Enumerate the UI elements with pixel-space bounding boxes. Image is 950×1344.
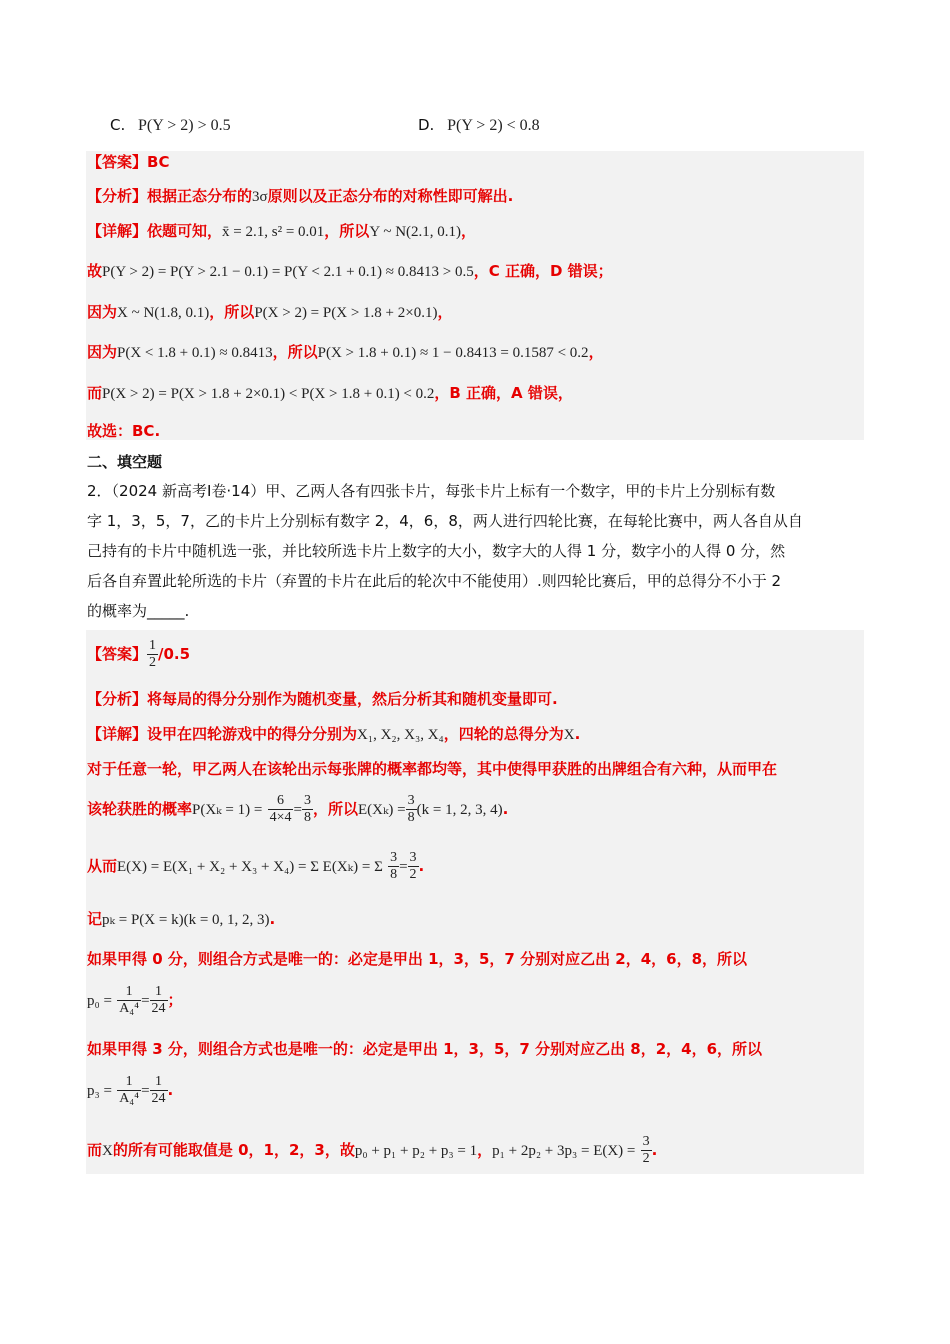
math: = (399, 859, 408, 875)
q2-detail-line-1 (87, 723, 580, 746)
text: ，所以 (272, 343, 318, 361)
text: 故 (87, 262, 103, 280)
text: . (269, 910, 276, 928)
math: P(X > 1.8 + 0.1) ≈ 1 − 0.8413 = 0.1587 < 0.2 (317, 345, 589, 361)
q2-detail-line-4 (87, 843, 424, 890)
detail-tag: 【详解】 (87, 725, 148, 743)
math: P(X > 2) = P(X > 1.8 + 2×0.1) < P(X > 1.8 + 0.1) < 0.2 (102, 386, 435, 402)
math: E(Xₖ) = (357, 802, 406, 818)
analysis-text: 将每局的得分分别作为随机变量，然后分析其和随机变量即可. (147, 690, 558, 708)
math: X (563, 727, 575, 743)
answer-tail: /0.5 (158, 645, 191, 663)
numerator: 3 (390, 850, 398, 865)
fraction (150, 1074, 168, 1107)
detail-tag: 【详解】 (87, 222, 148, 240)
text: 记 (87, 910, 103, 928)
math: = (293, 802, 302, 818)
math: x̄ = 2.1, s² = 0.01 (222, 224, 325, 240)
text: ，B 正确，A 错误， (434, 384, 573, 402)
text: ， (477, 1141, 493, 1159)
q2-line-3: 己持有的卡片中随机选一张，并比较所选卡片上数字的大小，数字大的人得 1 分，数字小的人得 0 分，然 (87, 542, 786, 560)
math: P(Y > 2) = P(Y > 2.1 − 0.1) = P(Y < 2.1 + 0.1) ≈ 0.8413 > 0.5 (102, 264, 474, 280)
numerator: 1 (150, 1074, 168, 1091)
math: X₁, X₂, X₃, X₄ (357, 727, 444, 743)
text: . (167, 1081, 174, 1099)
q1-answer (87, 151, 169, 173)
text: 因为 (87, 303, 118, 321)
numerator: 3 (303, 793, 311, 808)
denominator: A₄⁴ (119, 1091, 140, 1106)
analysis-text-2: 原则以及正态分布的对称性即可解出. (267, 187, 514, 205)
denominator: 2 (149, 655, 157, 670)
text: ， (461, 222, 477, 240)
math: = (141, 993, 150, 1009)
q2-answer (87, 638, 190, 671)
answer-value: BC (147, 153, 170, 171)
three-sigma: 3σ (252, 189, 268, 205)
analysis-tag: 【分析】 (87, 187, 148, 205)
math: p₀ + p₁ + p₂ + p₃ = 1 (354, 1143, 478, 1159)
text: 依题可知， (147, 222, 223, 240)
denominator: 2 (642, 1151, 650, 1166)
numerator: 1 (117, 1074, 141, 1091)
text: 而 (87, 384, 103, 402)
math: p₁ + 2p₂ + 3p₃ = E(X) = (492, 1143, 636, 1159)
fraction (150, 984, 168, 1017)
text: 的所有可能取值是 0，1，2，3，故 (112, 1141, 355, 1159)
numerator: 3 (409, 850, 417, 865)
sum-expression: Σ E(Xₖ) = (310, 859, 375, 875)
answer-tag: 【答案】 (87, 645, 148, 663)
q2-detail-line-2: 对于任意一轮，甲乙两人在该轮出示每张牌的概率都均等，其中使得甲获胜的出牌组合有六种，从而甲在 (87, 760, 778, 778)
text: 该轮获胜的概率 (87, 800, 193, 818)
q2-line-5: 的概率为_____. (87, 602, 190, 620)
numerator: 1 (150, 984, 168, 1001)
q2-detail-line-10 (87, 1130, 657, 1171)
math: (k = 1, 2, 3, 4) (416, 802, 503, 818)
denominator: 8 (390, 867, 398, 882)
q2-line-2: 字 1，3，5，7，乙的卡片上分别标有数字 2，4，6，8，两人进行四轮比赛，在每轮比赛中，两人各自从自 (87, 512, 803, 530)
q2-analysis (87, 688, 558, 710)
q2-line-4: 后各自弃置此轮所选的卡片（弃置的卡片在此后的轮次中不能使用）.则四轮比赛后，甲的总得分不小于 2 (87, 572, 782, 590)
text: 而 (87, 1141, 103, 1159)
answer-tag: 【答案】 (87, 153, 148, 171)
fraction (268, 793, 294, 826)
math: p₃ = (87, 1083, 112, 1099)
fraction (406, 793, 417, 826)
math: = (141, 1083, 150, 1099)
text: ； (167, 991, 183, 1009)
denominator: 2 (409, 867, 417, 882)
option-d-expr: P(Y > 2) < 0.8 (447, 117, 540, 134)
denominator: 24 (151, 1091, 166, 1106)
text: . (574, 725, 581, 743)
text: ， (437, 303, 453, 321)
q1-detail-line-5 (87, 382, 573, 405)
text: 因为 (87, 343, 118, 361)
denominator: 24 (151, 1001, 166, 1016)
math: p₀ = (87, 993, 112, 1009)
q2-detail-line-9 (87, 1070, 173, 1111)
numerator: 3 (407, 793, 415, 808)
q1-analysis (87, 185, 513, 208)
option-d (418, 116, 540, 135)
fraction (302, 793, 313, 826)
math: P(Xₖ = 1) = (192, 802, 263, 818)
text: . (651, 1141, 658, 1159)
math: X (102, 1143, 113, 1159)
denominator: 4×4 (269, 810, 292, 825)
math: pₖ = P(X = k)(k = 0, 1, 2, 3) (102, 912, 270, 928)
fraction (641, 1134, 652, 1167)
answer-fraction (147, 638, 158, 671)
text: ， (588, 343, 604, 361)
text: ，所以 (312, 800, 358, 818)
text: ，四轮的总得分为 (443, 725, 564, 743)
math: Y ~ N(2.1, 0.1) (369, 224, 462, 240)
text: ，所以 (209, 303, 255, 321)
text: 设甲在四轮游戏中的得分分别为 (147, 725, 358, 743)
text: 从而 (87, 857, 118, 875)
analysis-text: 根据正态分布的 (147, 187, 253, 205)
text: . (502, 800, 509, 818)
q1-conclusion: 故选：BC. (87, 422, 161, 440)
q2-solution-box (86, 630, 864, 1174)
q2-detail-line-6: 如果甲得 0 分，则组合方式是唯一的：必定是甲出 1，3，5，7 分别对应乙出 2，4，6，8，所以 (87, 950, 748, 968)
math: P(X < 1.8 + 0.1) ≈ 0.8413 (117, 345, 273, 361)
numerator: 3 (642, 1134, 650, 1149)
option-c (110, 116, 231, 135)
math: X ~ N(1.8, 0.1) (117, 305, 210, 321)
denominator: A₄⁴ (119, 1001, 140, 1016)
q2-detail-line-5 (87, 908, 275, 931)
denominator: 8 (407, 810, 415, 825)
q1-detail-line-4 (87, 341, 604, 364)
math: P(X > 2) = P(X > 1.8 + 2×0.1) (254, 305, 438, 321)
fraction (117, 1074, 141, 1107)
numerator: 6 (268, 793, 294, 810)
numerator: 1 (149, 638, 157, 653)
option-c-expr: P(Y > 2) > 0.5 (138, 117, 231, 134)
text: ，所以 (324, 222, 370, 240)
q2-detail-line-3 (87, 790, 508, 829)
q2-detail-line-7 (87, 980, 183, 1021)
fraction (117, 984, 141, 1017)
numerator: 1 (117, 984, 141, 1001)
q1-detail-line-2 (87, 260, 613, 283)
option-c-label: C. (110, 116, 126, 134)
math: E(X) = E(X₁ + X₂ + X₃ + X₄) = (117, 859, 311, 875)
denominator: 8 (303, 810, 311, 825)
q1-detail-line-1 (87, 220, 476, 243)
option-d-label: D. (418, 116, 435, 134)
sum-symbol: Σ (374, 859, 383, 875)
q1-detail-line-3 (87, 301, 452, 324)
text: . (418, 857, 425, 875)
text: ，C 正确，D 错误； (473, 262, 613, 280)
fraction (408, 850, 419, 883)
analysis-tag: 【分析】 (87, 690, 148, 708)
fraction (388, 850, 399, 883)
section-heading: 二、填空题 (87, 453, 163, 471)
q2-detail-line-8: 如果甲得 3 分，则组合方式也是唯一的：必定是甲出 1，3，5，7 分别对应乙出 8，2，4，6，所以 (87, 1040, 763, 1058)
q2-line-1: 2．（2024 新高考Ⅰ卷·14）甲、乙两人各有四张卡片，每张卡片上标有一个数字，甲的卡片上分别标有数 (87, 482, 776, 500)
